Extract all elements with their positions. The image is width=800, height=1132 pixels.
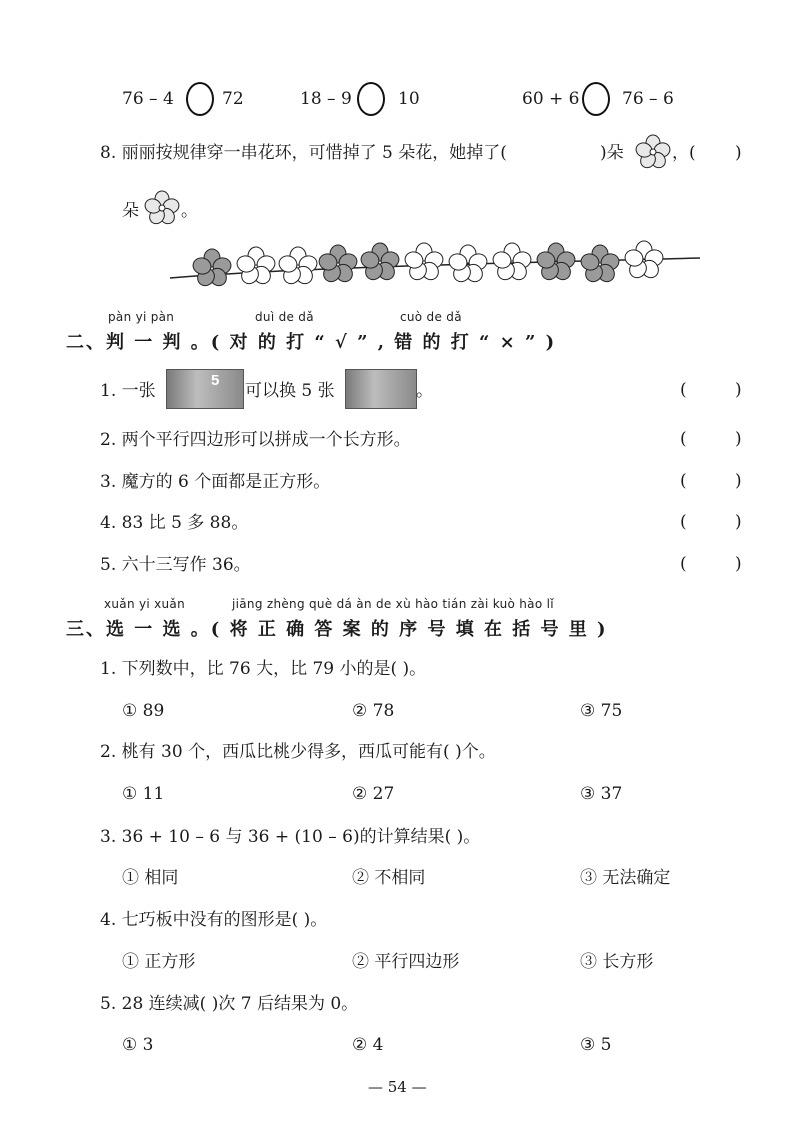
compare-left-2: 18 – 9 — [300, 89, 352, 109]
q8-line2: 朵 — [122, 201, 139, 221]
judge-item-2-paren-open: ( — [680, 429, 687, 449]
choice-q1-opt1[interactable]: ① 89 — [122, 701, 165, 721]
choice-q3: 3. 36 + 10 – 6 与 36 + (10 – 6)的计算结果( )。 — [100, 827, 481, 847]
flower-icon — [143, 190, 181, 226]
page-number: — 54 — — [368, 1078, 427, 1096]
judge-item-5-paren-open: ( — [680, 554, 687, 574]
judge-item-3: 3. 魔方的 6 个面都是正方形。 — [100, 472, 331, 492]
section2-pinyin-title: pàn yi pàn — [108, 310, 175, 324]
choice-q1: 1. 下列数中，比 76 大，比 79 小的是( )。 — [100, 659, 427, 679]
judge-item-1-paren-open: ( — [680, 380, 687, 400]
judge-item-4: 4. 83 比 5 多 88。 — [100, 513, 249, 533]
judge-item-1-paren-close[interactable]: ) — [735, 380, 742, 400]
choice-q5: 5. 28 连续减( )次 7 后结果为 0。 — [100, 994, 359, 1014]
banknote-5-yuan-icon — [166, 369, 244, 409]
judge-item-1-b: 可以换 5 张 — [245, 381, 335, 401]
q8-paren-close-2: ) — [735, 143, 742, 163]
judge-item-5: 5. 六十三写作 36。 — [100, 555, 251, 575]
judge-item-4-paren-open: ( — [680, 512, 687, 532]
compare-left-1: 76 – 4 — [122, 89, 174, 109]
q8-paren-close: )朵 — [600, 143, 624, 163]
compare-right-2: 10 — [398, 89, 420, 109]
compare-blank-3[interactable] — [582, 82, 610, 116]
q8-text: 8. 丽丽按规律穿一串花环，可惜掉了 5 朵花，她掉了( — [100, 143, 507, 163]
compare-blank-1[interactable] — [186, 82, 214, 116]
section3-pinyin-instruction: jiāng zhèng què dá àn de xù hào tián zài kuò hào lǐ — [232, 597, 554, 611]
flower-garland-icon — [170, 238, 700, 290]
judge-item-5-paren-close[interactable]: ) — [735, 554, 742, 574]
choice-q2-opt1[interactable]: ① 11 — [122, 784, 165, 804]
choice-q4-opt1[interactable]: ① 正方形 — [122, 952, 196, 972]
choice-q2-opt3[interactable]: ③ 37 — [580, 784, 623, 804]
choice-q3-opt1[interactable]: ① 相同 — [122, 868, 179, 888]
judge-item-4-paren-close[interactable]: ) — [735, 512, 742, 532]
banknote-5-value: 5 — [211, 372, 220, 389]
q8-comma-paren: ，( — [672, 143, 696, 163]
judge-item-1-c: 。 — [416, 381, 433, 401]
choice-q5-opt3[interactable]: ③ 5 — [580, 1035, 612, 1055]
choice-q3-opt3[interactable]: ③ 无法确定 — [580, 868, 671, 888]
choice-q4-opt2[interactable]: ② 平行四边形 — [352, 952, 460, 972]
compare-right-1: 72 — [222, 89, 244, 109]
section2-title: 二、判 一 判 。( 对 的 打 “ √ ” , 错 的 打 “ × ” ) — [66, 332, 557, 353]
flower-icon — [634, 134, 672, 170]
choice-q4: 4. 七巧板中没有的图形是( )。 — [100, 910, 328, 930]
judge-item-2-paren-close[interactable]: ) — [735, 429, 742, 449]
compare-blank-2[interactable] — [357, 82, 385, 116]
compare-left-3: 60 + 6 — [522, 89, 580, 109]
section2-pinyin-right: duì de dǎ — [255, 310, 314, 324]
choice-q2-opt2[interactable]: ② 27 — [352, 784, 395, 804]
q8-line2-end: 。 — [181, 201, 198, 221]
choice-q2: 2. 桃有 30 个，西瓜比桃少得多，西瓜可能有( )个。 — [100, 742, 496, 762]
choice-q1-opt2[interactable]: ② 78 — [352, 701, 395, 721]
compare-right-3: 76 – 6 — [622, 89, 674, 109]
choice-q5-opt1[interactable]: ① 3 — [122, 1035, 154, 1055]
judge-item-1-a: 1. 一张 — [100, 381, 156, 401]
judge-item-2: 2. 两个平行四边形可以拼成一个长方形。 — [100, 430, 411, 450]
choice-q3-opt2[interactable]: ② 不相同 — [352, 868, 426, 888]
section3-pinyin-title: xuǎn yi xuǎn — [104, 597, 185, 611]
judge-item-3-paren-close[interactable]: ) — [735, 471, 742, 491]
banknote-1-jiao-icon — [345, 369, 417, 409]
judge-item-3-paren-open: ( — [680, 471, 687, 491]
section2-pinyin-wrong: cuò de dǎ — [400, 310, 462, 324]
section3-title: 三、选 一 选 。( 将 正 确 答 案 的 序 号 填 在 括 号 里 ) — [66, 619, 608, 640]
choice-q4-opt3[interactable]: ③ 长方形 — [580, 952, 654, 972]
choice-q5-opt2[interactable]: ② 4 — [352, 1035, 384, 1055]
choice-q1-opt3[interactable]: ③ 75 — [580, 701, 623, 721]
